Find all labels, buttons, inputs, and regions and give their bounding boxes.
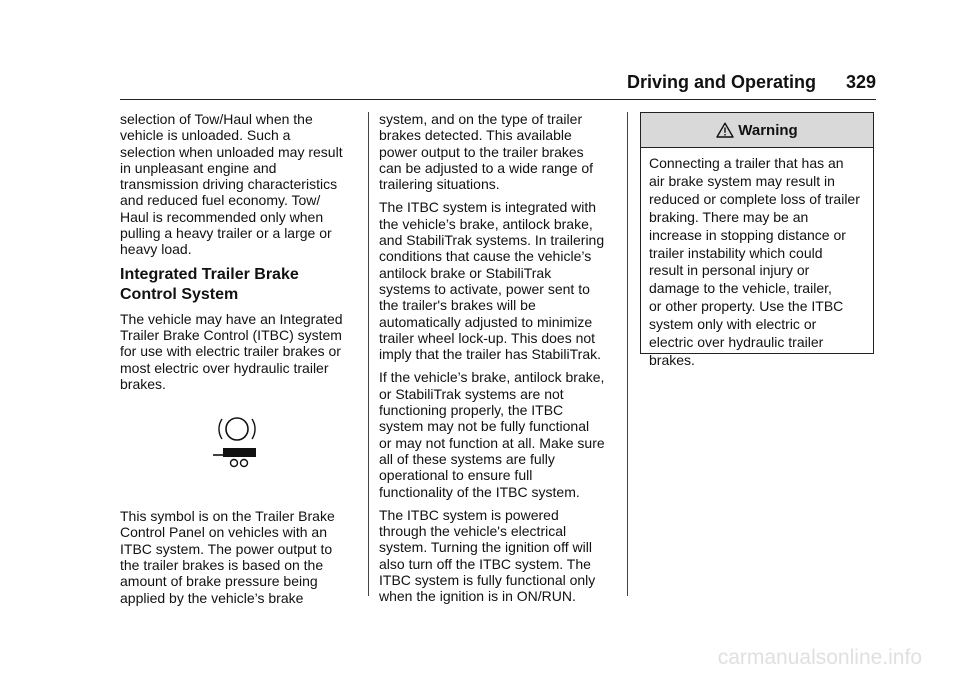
column-divider: [368, 112, 369, 596]
section-title: Driving and Operating: [626, 72, 816, 92]
power-source-paragraph: The ITBC system is powered through the vehicle's electrical system. Turning the ignition off will also turn off the ITBC system. The ITBC system is fully functional only when the ignition is in ON/RUN.: [379, 506, 596, 605]
column-2: [379, 111, 621, 612]
itbc-intro-paragraph: The vehicle may have an Integrated Trailer Brake Control (ITBC) system for use with electric trailer brakes or most electric over hydraulic trailer brakes.: [120, 310, 343, 392]
warning-box: [640, 112, 874, 368]
power-output-paragraph: system, and on the type of trailer brakes detected. This available power output to the trailer brakes can be adjusted to a wide range of trailering situations.: [379, 111, 594, 193]
symbol-figure: [120, 400, 360, 496]
section-heading: Integrated Trailer Brake Control System: [120, 265, 299, 303]
column-divider: [627, 112, 628, 596]
warning-text: Connecting a trailer that has an air brake system may result in reduced or complete loss of trailer braking. There may be an increase in stopping distance or trailer instability which could result in personal injury or damage to the vehicle, trailer, or other property. Use the ITBC system only with electric or electric over hydraulic trailer brakes.: [649, 155, 860, 368]
malfunction-paragraph: If the vehicle’s brake, antilock brake, or StabiliTrak systems are not functioning properly, the ITBC system may not be fully functional or may not function at all. Make sure all of these systems are fully operational to ensure full functionality of the ITBC system.: [379, 369, 605, 500]
intro-paragraph: selection of Tow/Haul when the vehicle is unloaded. Such a selection when unloaded may result in unpleasant engine and transmission driving characteristics and reduced fuel economy. Tow/ Haul is recommended only when pulling a heavy trailer or a large or heavy load.: [120, 111, 343, 258]
column-1: [120, 111, 360, 613]
watermark: carmanualsonline.info: [717, 646, 922, 669]
page-number: 329: [845, 72, 876, 92]
warning-header: [641, 113, 873, 148]
header-rule: [120, 99, 876, 100]
symbol-description-paragraph: This symbol is on the Trailer Brake Control Panel on vehicles with an ITBC system. The power output to the trailer brakes is based on the amount of brake pressure being applied by the vehicle’s brake: [120, 508, 335, 606]
integration-paragraph: The ITBC system is integrated with the vehicle’s brake, antilock brake, and StabiliTrak systems. In trailering conditions that cause the vehicle’s antilock brake or StabiliTrak systems to activate, power sent to the trailer's brakes will be automatically adjusted to minimize trailer wheel lock-up. This does not imply that the trailer has StabiliTrak.: [379, 199, 605, 363]
warning-triangle-icon: [716, 122, 734, 138]
trailer-brake-icon: [211, 412, 263, 472]
warning-title: Warning: [738, 121, 798, 139]
